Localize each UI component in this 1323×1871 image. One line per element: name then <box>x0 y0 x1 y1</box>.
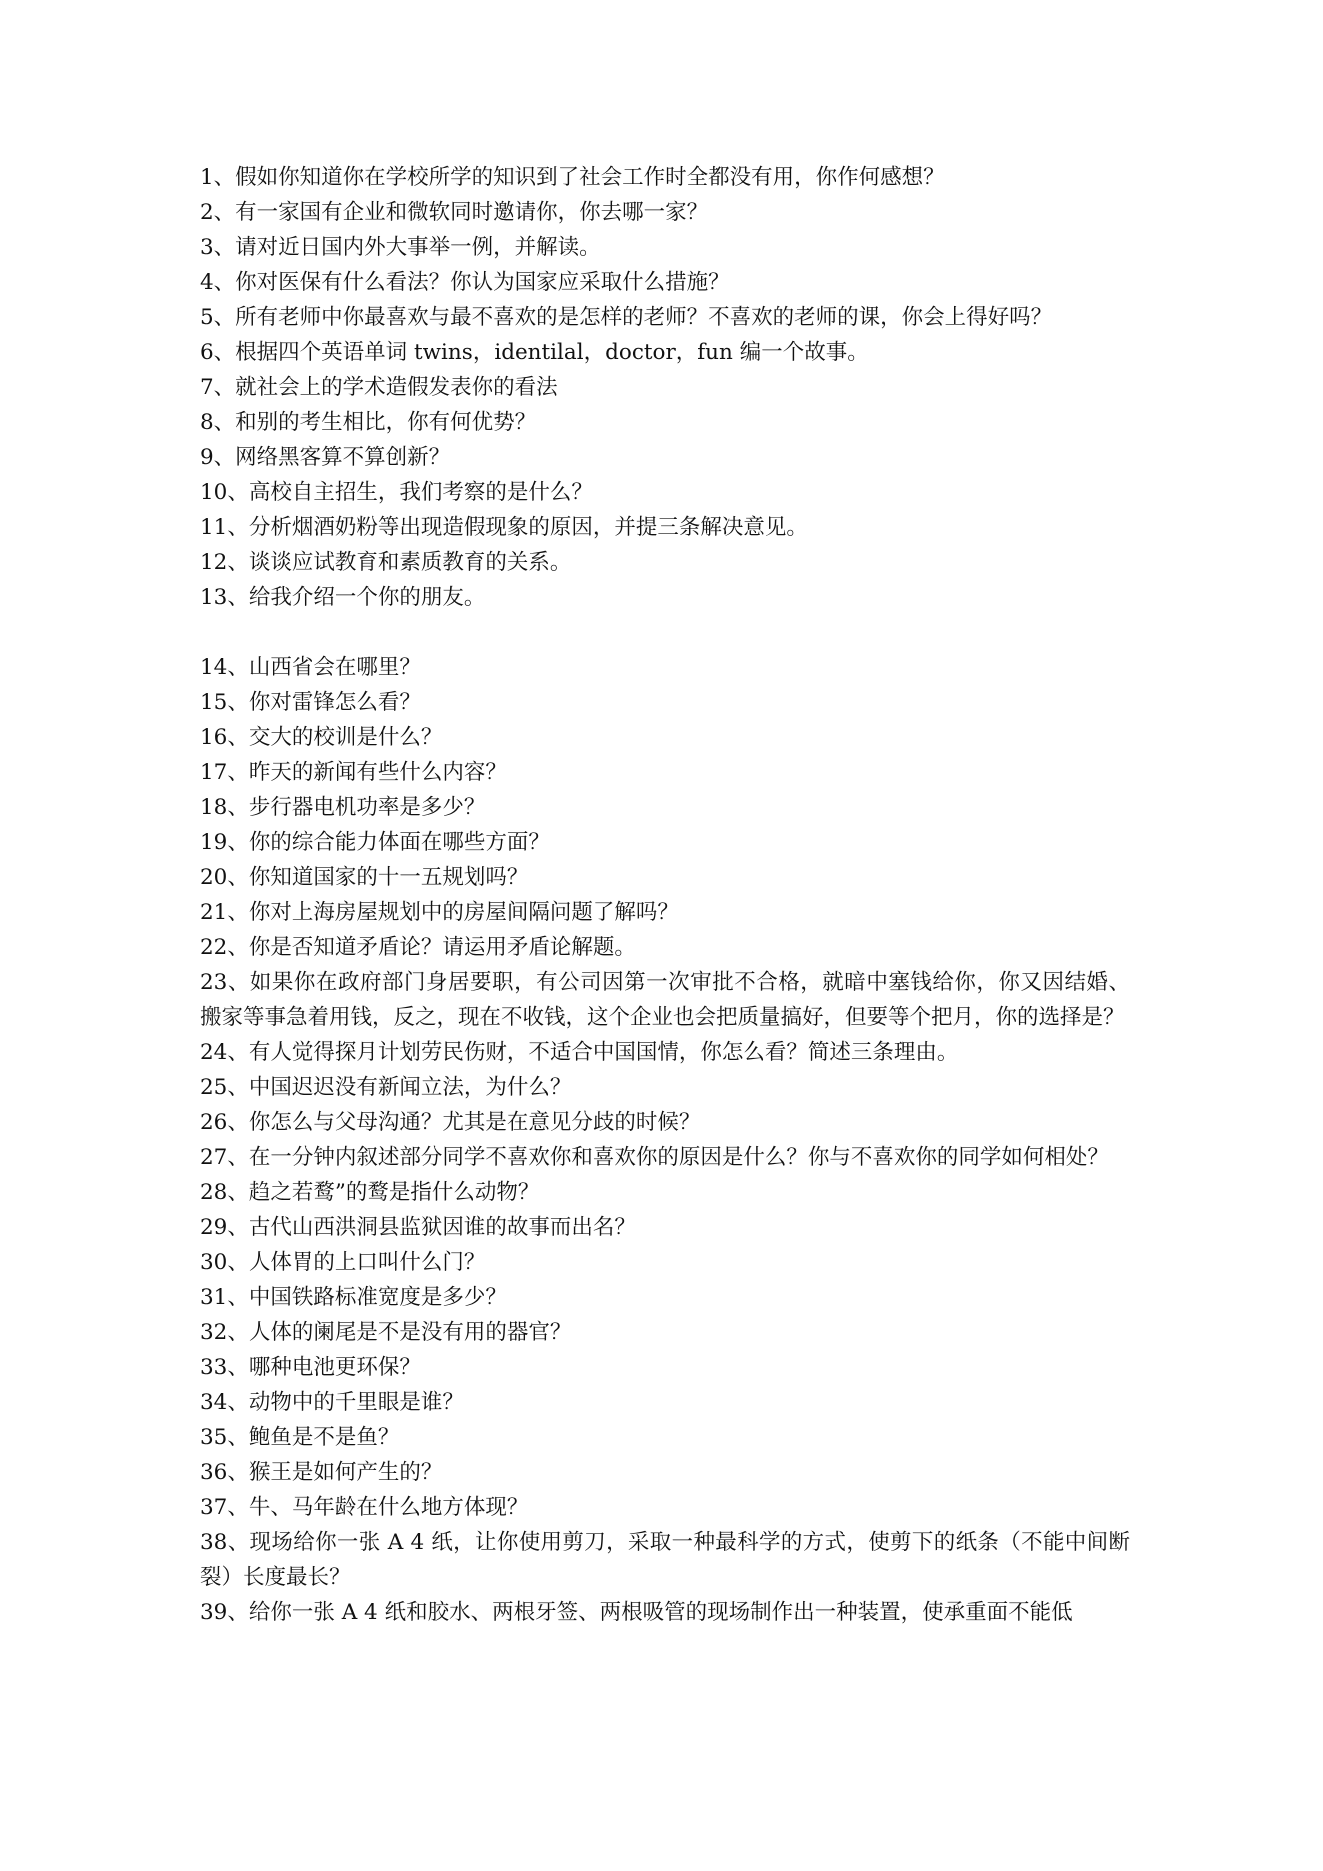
question-item: 10、高校自主招生，我们考察的是什么？ <box>200 480 593 505</box>
question-item: 31、中国铁路标准宽度是多少？ <box>200 1285 507 1310</box>
question-item: 38、现场给你一张 A 4 纸，让你使用剪刀，采取一种最科学的方式，使剪下的纸条（不能中间断裂）长度最长？ <box>200 1530 1130 1590</box>
question-item: 32、人体的阑尾是不是没有用的器官？ <box>200 1320 572 1345</box>
question-item: 7、就社会上的学术造假发表你的看法 <box>200 375 558 400</box>
question-item: 5、所有老师中你最喜欢与最不喜欢的是怎样的老师？不喜欢的老师的课，你会上得好吗？ <box>200 305 1053 330</box>
question-item: 6、根据四个英语单词 twins，identilal，doctor，fun 编一个故事。 <box>200 340 869 365</box>
question-item: 16、交大的校训是什么？ <box>200 725 443 750</box>
question-item: 12、谈谈应试教育和素质教育的关系。 <box>200 550 572 575</box>
question-item: 33、哪种电池更环保？ <box>200 1355 421 1380</box>
question-item: 26、你怎么与父母沟通？尤其是在意见分歧的时候？ <box>200 1110 701 1135</box>
question-item: 20、你知道国家的十一五规划吗？ <box>200 865 529 890</box>
question-item: 9、网络黑客算不算创新？ <box>200 445 451 470</box>
question-item: 1、假如你知道你在学校所学的知识到了社会工作时全都没有用，你作何感想？ <box>200 165 945 190</box>
question-item: 14、山西省会在哪里？ <box>200 655 421 680</box>
question-item: 22、你是否知道矛盾论？请运用矛盾论解题。 <box>200 935 636 960</box>
question-item: 18、步行器电机功率是多少？ <box>200 795 486 820</box>
question-item: 15、你对雷锋怎么看？ <box>200 690 421 715</box>
question-item: 17、昨天的新闻有些什么内容？ <box>200 760 507 785</box>
question-item: 24、有人觉得探月计划劳民伤财，不适合中国国情，你怎么看？简述三条理由。 <box>200 1040 959 1065</box>
question-item: 21、你对上海房屋规划中的房屋间隔问题了解吗？ <box>200 900 679 925</box>
question-item: 3、请对近日国内外大事举一例，并解读。 <box>200 235 601 260</box>
question-list <box>200 160 1130 1630</box>
question-item: 37、牛、马年龄在什么地方体现？ <box>200 1495 529 1520</box>
blank-line-separator <box>200 615 1130 650</box>
question-item: 28、趋之若鹜”的鹜是指什么动物？ <box>200 1180 540 1205</box>
question-item: 11、分析烟酒奶粉等出现造假现象的原因，并提三条解决意见。 <box>200 515 808 540</box>
question-item: 19、你的综合能力体面在哪些方面？ <box>200 830 550 855</box>
question-item: 23、如果你在政府部门身居要职，有公司因第一次审批不合格，就暗中塞钱给你，你又因结婚、搬家等事急着用钱，反之，现在不收钱，这个企业也会把质量搞好，但要等个把月，你的选择是？ <box>200 970 1130 1030</box>
question-item: 27、在一分钟内叙述部分同学不喜欢你和喜欢你的原因是什么？你与不喜欢你的同学如何相处？ <box>200 1145 1109 1170</box>
question-item: 34、动物中的千里眼是谁？ <box>200 1390 464 1415</box>
question-item: 30、人体胃的上口叫什么门？ <box>200 1250 486 1275</box>
question-item: 36、猴王是如何产生的？ <box>200 1460 443 1485</box>
question-item: 39、给你一张 A 4 纸和胶水、两根牙签、两根吸管的现场制作出一种装置，使承重面不能低 <box>200 1600 1073 1625</box>
question-item: 25、中国迟迟没有新闻立法，为什么？ <box>200 1075 572 1100</box>
question-item: 13、给我介绍一个你的朋友。 <box>200 585 486 610</box>
question-item: 8、和别的考生相比，你有何优势？ <box>200 410 537 435</box>
question-item: 4、你对医保有什么看法？你认为国家应采取什么措施？ <box>200 270 730 295</box>
question-item: 2、有一家国有企业和微软同时邀请你，你去哪一家？ <box>200 200 709 225</box>
question-item: 35、鲍鱼是不是鱼？ <box>200 1425 400 1450</box>
question-item: 29、古代山西洪洞县监狱因谁的故事而出名？ <box>200 1215 636 1240</box>
